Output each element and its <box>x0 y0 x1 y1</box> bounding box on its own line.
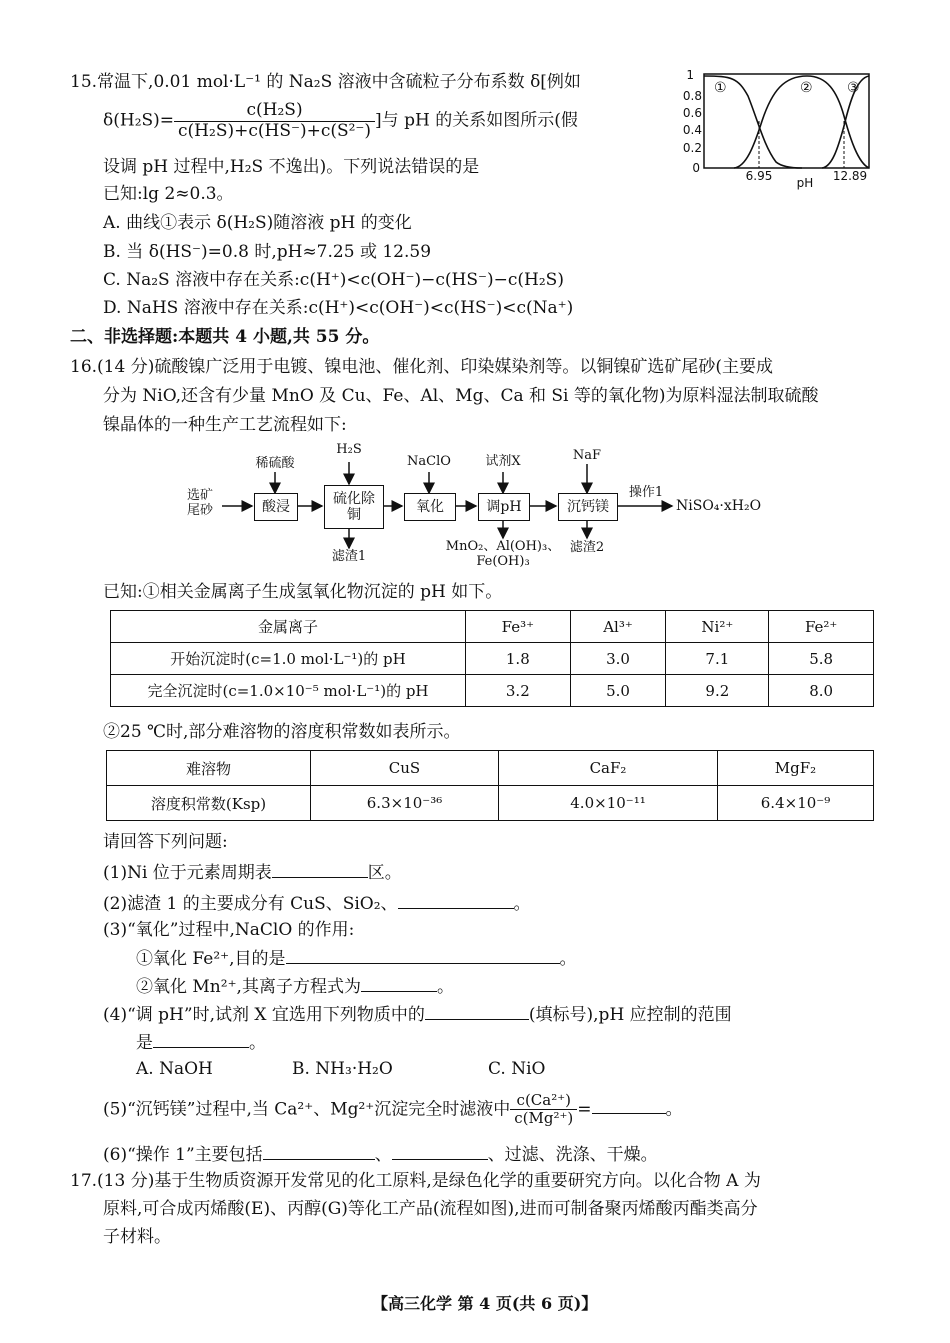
table-cell: 开始沉淀时(c=1.0 mol·L⁻¹)的 pH <box>111 643 466 675</box>
q15-line1: 15.常温下,0.01 mol·L⁻¹ 的 Na₂S 溶液中含硫粒子分布系数 δ[例如 <box>70 72 581 92</box>
q16-ask: 请回答下列问题: <box>103 832 228 852</box>
table-cell: 1.8 <box>466 643 571 675</box>
reagent-x: 试剂X <box>485 454 521 469</box>
product-residue-1: 滤渣1 <box>331 549 367 564</box>
table-cell: 9.2 <box>666 675 769 707</box>
table-cell: Ni²⁺ <box>666 611 769 643</box>
answer-blank-6b[interactable] <box>392 1143 488 1160</box>
answer-blank-6a[interactable] <box>263 1143 375 1160</box>
curve-label-2: ② <box>800 80 813 96</box>
table-cell: 6.3×10⁻³⁶ <box>311 786 499 821</box>
flow-box-oxidize: 氧化 <box>404 493 456 521</box>
q16-intro-2: 分为 NiO,还含有少量 MnO 及 Cu、Fe、Al、Mg、Ca 和 Si 等的氧化物)为原料湿法制取硫酸 <box>103 386 819 406</box>
q16-sub-4-option-a: A. NaOH <box>136 1059 213 1079</box>
table-cell: 难溶物 <box>107 751 311 786</box>
q16-known-2: ②25 ℃时,部分难溶物的溶度积常数如表所示。 <box>103 722 461 742</box>
curve-label-1: ① <box>714 80 727 96</box>
table-cell: 3.0 <box>570 643 666 675</box>
q15-option-a: A. 曲线①表示 δ(H₂S)随溶液 pH 的变化 <box>103 213 412 233</box>
table-precipitation-ph <box>110 610 874 707</box>
curve-label-3: ③ <box>847 80 860 96</box>
q15-distribution-graph <box>672 66 882 191</box>
q16-sub-1: (1)Ni 位于元素周期表 区。 <box>103 863 402 883</box>
answer-blank-3a[interactable] <box>286 947 560 964</box>
flow-box-remove-ca-mg: 沉钙镁 <box>558 493 618 521</box>
y-tick-0.2: 0.2 <box>682 141 702 155</box>
q17-line-2: 原料,可合成丙烯酸(E)、丙醇(G)等化工产品(流程如图),进而可制备聚丙烯酸丙酯类高分 <box>103 1199 758 1219</box>
y-tick-1: 1 <box>686 68 694 82</box>
table-cell: 7.1 <box>666 643 769 675</box>
table-cell: Al³⁺ <box>570 611 666 643</box>
table-row <box>107 751 874 786</box>
table-cell: 溶度积常数(Ksp) <box>107 786 311 821</box>
y-tick-0.6: 0.6 <box>682 106 702 120</box>
reagent-dilute-h2so4: 稀硫酸 <box>255 456 295 471</box>
q16-sub-4b: 是 。 <box>136 1033 266 1053</box>
answer-blank-4b[interactable] <box>153 1031 249 1048</box>
answer-blank-1[interactable] <box>272 861 368 878</box>
table-cell: 5.8 <box>769 643 874 675</box>
flow-box-adjust-ph: 调pH <box>478 493 530 521</box>
q16-known-1: 已知:①相关金属离子生成氢氧化物沉淀的 pH 如下。 <box>103 582 503 602</box>
q15-option-d: D. NaHS 溶液中存在关系:c(H⁺)<c(OH⁻)<c(HS⁻)<c(Na⁺) <box>103 298 574 318</box>
answer-blank-2[interactable] <box>398 892 514 909</box>
q16-intro-1: 16.(14 分)硫酸镍广泛用于电镀、镍电池、催化剂、印染媒染剂等。以铜镍矿选矿尾砂(主要成 <box>70 357 773 377</box>
page-footer: 【高三化学 第 4 页(共 6 页)】 <box>372 1294 598 1313</box>
x-label-12.89: 12.89 <box>832 169 868 183</box>
flow-box-sulfide-cu: 硫化除铜 <box>324 485 384 529</box>
table-row <box>111 643 874 675</box>
table-cell: 6.4×10⁻⁹ <box>718 786 874 821</box>
flow-operation-1: 操作1 <box>628 485 664 500</box>
reagent-naf: NaF <box>572 448 602 463</box>
table-row <box>111 675 874 707</box>
delta-fraction: $\frac{\text{c(H₂S)}}{\text{c(H₂S)+c(HS⁻)+c(S²⁻)}}$ <box>174 101 375 141</box>
table-cell: Fe³⁺ <box>466 611 571 643</box>
q16-sub-3a: ①氧化 Fe²⁺,目的是 。 <box>136 949 577 969</box>
table-ksp <box>106 750 874 821</box>
table-cell: 5.0 <box>570 675 666 707</box>
ca-mg-ratio-fraction: $\frac{\text{c(Ca²⁺)}}{\text{c(Mg²⁺)}}$ <box>510 1092 577 1128</box>
q16-sub-2: (2)滤渣 1 的主要成分有 CuS、SiO₂、 。 <box>103 894 531 914</box>
table-cell: MgF₂ <box>718 751 874 786</box>
q16-intro-3: 镍晶体的一种生产工艺流程如下: <box>103 415 347 435</box>
x-axis-label: pH <box>796 176 814 190</box>
q16-sub-4-option-c: C. NiO <box>488 1059 546 1079</box>
table-row <box>111 611 874 643</box>
q16-sub-4-option-b: B. NH₃·H₂O <box>292 1059 393 1079</box>
x-label-6.95: 6.95 <box>745 169 773 183</box>
answer-blank-4a[interactable] <box>425 1003 529 1020</box>
q15-known: 已知:lg 2≈0.3。 <box>103 184 234 204</box>
table-cell: 完全沉淀时(c=1.0×10⁻⁵ mol·L⁻¹)的 pH <box>111 675 466 707</box>
reagent-h2s: H₂S <box>336 442 362 457</box>
table-cell: Fe²⁺ <box>769 611 874 643</box>
q16-sub-3: (3)“氧化”过程中,NaClO 的作用: <box>103 920 355 940</box>
q16-sub-5: (5)“沉钙镁”过程中,当 Ca²⁺、Mg²⁺沉淀完全时滤液中 $\frac{\text{c(Ca²⁺)}}{\text{c(Mg²⁺)}}$ = 。 <box>103 1091 683 1128</box>
table-cell: CuS <box>311 751 499 786</box>
q16-sub-3b: ②氧化 Mn²⁺,其离子方程式为 。 <box>136 977 454 997</box>
q15-line2: δ(H₂S)= $\frac{\text{c(H₂S)}}{\text{c(H₂S)+c(HS⁻)+c(S²⁻)}}$ ]与 pH 的关系如图所示(假 <box>103 100 578 141</box>
reagent-naclo: NaClO <box>407 454 451 469</box>
q15-option-c: C. Na₂S 溶液中存在关系:c(H⁺)<c(OH⁻)−c(HS⁻)−c(H₂S) <box>103 270 564 290</box>
product-residue-2: 滤渣2 <box>569 540 605 555</box>
section-2-heading: 二、非选择题:本题共 4 小题,共 55 分。 <box>70 327 380 347</box>
q16-sub-4: (4)“调 pH”时,试剂 X 宜选用下列物质中的 (填标号),pH 应控制的范围 <box>103 1005 732 1025</box>
flow-end-product: NiSO₄·xH₂O <box>676 498 762 514</box>
y-tick-0.4: 0.4 <box>682 123 702 137</box>
table-cell: 金属离子 <box>111 611 466 643</box>
q15-option-b: B. 当 δ(HS⁻)=0.8 时,pH≈7.25 或 12.59 <box>103 242 432 262</box>
product-hydroxides: MnO₂、Al(OH)₃、Fe(OH)₃ <box>445 539 561 569</box>
y-tick-0: 0 <box>692 161 700 175</box>
answer-blank-3b[interactable] <box>361 975 437 992</box>
table-cell: 3.2 <box>466 675 571 707</box>
q16-sub-6: (6)“操作 1”主要包括 、 、过滤、洗涤、干燥。 <box>103 1145 658 1165</box>
table-cell: 8.0 <box>769 675 874 707</box>
curve-3 <box>822 76 869 168</box>
table-cell: CaF₂ <box>499 751 718 786</box>
y-tick-0.8: 0.8 <box>682 89 702 103</box>
table-row <box>107 786 874 821</box>
answer-blank-5[interactable] <box>592 1097 666 1114</box>
table-cell: 4.0×10⁻¹¹ <box>499 786 718 821</box>
q17-line-3: 子材料。 <box>103 1227 171 1247</box>
q17-line-1: 17.(13 分)基于生物质资源开发常见的化工原料,是绿色化学的重要研究方向。以化合物 A 为 <box>70 1171 761 1191</box>
flow-start: 选矿尾砂 <box>186 488 213 518</box>
q15-line3: 设调 pH 过程中,H₂S 不逸出)。下列说法错误的是 <box>103 157 480 177</box>
flow-box-acid-leach: 酸浸 <box>254 493 298 521</box>
